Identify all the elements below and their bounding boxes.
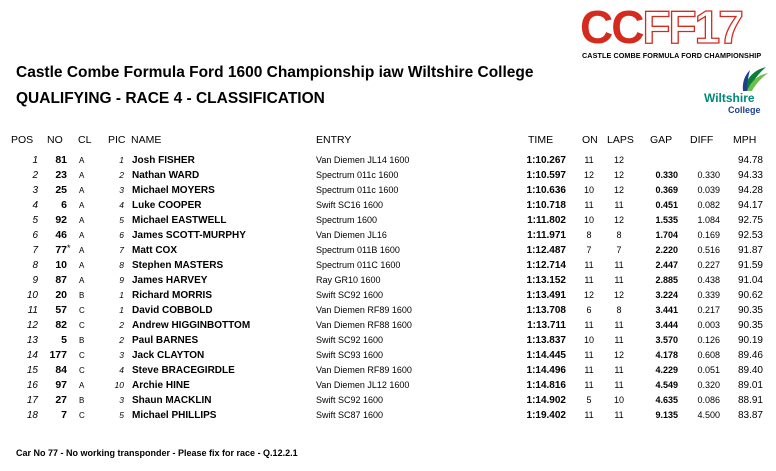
cell-mph: 92.75	[737, 215, 763, 226]
cell-pic: 6	[119, 230, 124, 240]
cell-time: 1:10.718	[526, 200, 566, 211]
cell-pic: 1	[119, 290, 124, 300]
cell-diff: 0.339	[697, 290, 720, 300]
cell-time: 1:12.487	[526, 245, 566, 256]
cell-pos: 12	[26, 320, 38, 331]
cell-laps: 11	[614, 320, 624, 330]
cell-laps: 12	[613, 155, 624, 165]
cell-pos: 6	[32, 230, 38, 241]
cell-driver-name: Michael PHILLIPS	[132, 410, 217, 421]
cell-driver-name: Luke COOPER	[132, 200, 202, 211]
cell-pic: 3	[119, 395, 124, 405]
cell-pos: 13	[26, 335, 38, 346]
cell-class: A	[79, 381, 85, 390]
cell-pic: 3	[119, 350, 124, 360]
cell-pic: 3	[119, 185, 124, 195]
cell-laps: 8	[616, 305, 622, 315]
header-name: NAME	[131, 134, 162, 146]
cell-class: C	[79, 306, 85, 315]
cell-driver-name: Archie HINE	[132, 380, 190, 391]
cell-driver-name: Michael EASTWELL	[132, 215, 227, 226]
cell-mph: 90.62	[737, 290, 763, 301]
cell-mph: 94.33	[737, 170, 763, 181]
cell-class: A	[79, 261, 85, 270]
cell-mph: 88.91	[737, 395, 763, 406]
cell-diff: 0.126	[697, 335, 720, 345]
cell-time: 1:14.816	[526, 380, 566, 391]
cell-laps: 12	[613, 350, 624, 360]
ccff-logo	[580, 1, 770, 64]
cell-pic: 5	[119, 410, 124, 420]
table-row	[0, 333, 776, 348]
header-gap: GAP	[650, 134, 673, 146]
cell-pos: 16	[26, 380, 38, 391]
table-row	[0, 363, 776, 378]
cell-on: 6	[586, 305, 592, 315]
cell-mph: 89.46	[737, 350, 763, 361]
cell-gap: 1.704	[655, 230, 678, 240]
cell-class: C	[79, 411, 85, 420]
cell-class: A	[79, 186, 85, 195]
cell-gap: 4.549	[655, 380, 678, 390]
cell-time: 1:13.837	[526, 335, 566, 346]
cell-mph: 89.01	[737, 380, 763, 391]
cell-gap: 2.220	[655, 245, 678, 255]
cell-time: 1:19.402	[526, 410, 566, 421]
cell-time: 1:14.902	[526, 395, 566, 406]
cell-diff: 1.084	[697, 215, 720, 225]
cell-pic: 4	[119, 365, 124, 375]
cell-class: A	[79, 246, 85, 255]
cell-laps: 10	[613, 395, 624, 405]
header-pos: POS	[11, 134, 34, 146]
cell-gap: 3.441	[655, 305, 678, 315]
cell-mph: 91.04	[737, 275, 763, 286]
cell-car-number: 97	[55, 379, 67, 391]
cell-mph: 90.35	[737, 305, 763, 316]
table-row	[0, 393, 776, 408]
college-name: College	[728, 105, 761, 115]
cell-driver-name: Steve BRACEGIRDLE	[132, 365, 235, 376]
cell-mph: 83.87	[737, 410, 763, 421]
cell-driver-name: Matt COX	[132, 245, 177, 256]
cell-on: 12	[583, 290, 594, 300]
table-row	[0, 243, 776, 258]
cell-laps: 11	[614, 380, 624, 390]
cell-diff: 0.608	[697, 350, 720, 360]
cell-gap: 0.451	[655, 200, 678, 210]
cell-car-number: 6	[61, 199, 67, 211]
header-time: TIME	[528, 134, 554, 146]
cell-driver-name: Andrew HIGGINBOTTOM	[132, 320, 251, 331]
cell-car-number: 27	[55, 394, 67, 406]
cell-diff: 0.516	[697, 245, 720, 255]
header-diff: DIFF	[690, 134, 714, 146]
cell-time: 1:13.708	[526, 305, 566, 316]
header-mph: MPH	[733, 134, 757, 146]
cell-on: 11	[584, 275, 594, 285]
cell-on: 7	[586, 245, 592, 255]
cell-pos: 3	[32, 185, 38, 196]
cell-entry: Spectrum 011c 1600	[316, 185, 399, 195]
cell-diff: 0.086	[697, 395, 720, 405]
cell-time: 1:10.267	[526, 155, 566, 166]
cell-on: 12	[583, 170, 594, 180]
cell-pos: 7	[32, 245, 38, 256]
cell-mph: 94.17	[737, 200, 763, 211]
cell-pic: 2	[119, 170, 124, 180]
cell-on: 10	[583, 185, 594, 195]
cell-class: C	[79, 321, 85, 330]
cell-class: A	[79, 231, 85, 240]
cell-pic: 2	[119, 335, 124, 345]
cell-car-number: 77	[55, 244, 67, 256]
cell-class: C	[79, 351, 85, 360]
cell-laps: 11	[614, 410, 624, 420]
cell-entry: Swift SC92 1600	[316, 335, 384, 345]
cell-entry: Swift SC92 1600	[316, 395, 384, 405]
ccff-logo-subtitle: CASTLE COMBE FORMULA FORD CHAMPIONSHIP	[582, 51, 762, 60]
cell-diff: 4.500	[697, 410, 720, 420]
cell-pos: 5	[32, 215, 38, 226]
cell-entry: Spectrum 011B 1600	[316, 245, 400, 255]
cell-car-number: 177	[49, 349, 67, 361]
cell-gap: 1.535	[655, 215, 678, 225]
cell-on: 10	[583, 215, 594, 225]
table-row	[0, 378, 776, 393]
cell-gap: 0.369	[655, 185, 678, 195]
cell-class: A	[79, 171, 85, 180]
header-no: NO	[47, 134, 63, 146]
cell-car-number: 23	[55, 169, 67, 181]
cell-gap: 2.447	[655, 260, 678, 270]
cell-driver-name: Nathan WARD	[132, 170, 200, 181]
cell-on: 11	[584, 320, 594, 330]
cell-on: 5	[586, 395, 592, 405]
cell-pic: 1	[119, 155, 124, 165]
cell-mph: 91.59	[737, 260, 763, 271]
cell-car-number: 84	[55, 364, 67, 376]
table-row	[0, 318, 776, 333]
cell-pos: 9	[32, 275, 38, 286]
cell-diff: 0.330	[697, 170, 720, 180]
table-row	[0, 198, 776, 213]
cell-entry: Van Diemen RF89 1600	[316, 365, 412, 375]
cell-pos: 10	[26, 290, 38, 301]
cell-laps: 11	[614, 275, 624, 285]
cell-entry: Van Diemen RF88 1600	[316, 320, 412, 330]
cell-pic: 10	[114, 380, 124, 390]
cell-laps: 7	[616, 245, 622, 255]
cell-laps: 12	[613, 185, 624, 195]
wiltshire-college-logo	[700, 66, 770, 118]
wiltshire-college-emblem-icon	[700, 66, 770, 94]
wiltshire-name: Wiltshire	[704, 91, 755, 105]
cell-car-number: 92	[55, 214, 67, 226]
table-row	[0, 168, 776, 183]
cell-entry: Spectrum 011C 1600	[316, 260, 401, 270]
cell-diff: 0.082	[697, 200, 720, 210]
cell-pos: 17	[26, 395, 38, 406]
cell-gap: 0.330	[655, 170, 678, 180]
cell-laps: 11	[614, 200, 624, 210]
cell-diff: 0.217	[697, 305, 720, 315]
cell-on: 11	[584, 200, 594, 210]
cell-driver-name: James HARVEY	[132, 275, 208, 286]
cell-time: 1:10.636	[526, 185, 566, 196]
cell-mph: 94.78	[737, 155, 763, 166]
cell-entry: Swift SC16 1600	[316, 200, 384, 210]
cell-entry: Swift SC93 1600	[316, 350, 384, 360]
header-laps: LAPS	[607, 134, 634, 146]
cell-on: 11	[584, 410, 594, 420]
cell-on: 11	[584, 380, 594, 390]
cell-entry: Swift SC87 1600	[316, 410, 384, 420]
cell-diff: 0.438	[697, 275, 720, 285]
cell-car-number: 7	[61, 409, 67, 421]
cell-entry: Spectrum 011c 1600	[316, 170, 399, 180]
cell-pic: 8	[119, 260, 124, 270]
cell-driver-name: Stephen MASTERS	[132, 260, 224, 271]
cell-class: A	[79, 156, 85, 165]
transponder-footnote: Car No 77 - No working transponder - Please fix for race - Q.12.2.1	[16, 448, 298, 458]
cell-time: 1:11.971	[527, 230, 566, 241]
table-row	[0, 348, 776, 363]
cell-time: 1:13.711	[527, 320, 566, 331]
cell-on: 10	[583, 335, 594, 345]
cell-entry: Van Diemen RF89 1600	[316, 305, 412, 315]
cell-gap: 2.885	[655, 275, 678, 285]
table-row	[0, 213, 776, 228]
cell-driver-name: David COBBOLD	[132, 305, 213, 316]
cell-laps: 11	[614, 365, 624, 375]
cell-driver-name: Josh FISHER	[132, 155, 195, 166]
cell-car-number: 20	[55, 289, 67, 301]
cell-car-number: 82	[55, 319, 67, 331]
cell-time: 1:13.152	[526, 275, 566, 286]
document-title: Castle Combe Formula Ford 1600 Championship iaw Wiltshire College	[16, 64, 534, 81]
cell-on: 11	[584, 155, 594, 165]
cell-entry: Ray GR10 1600	[316, 275, 381, 285]
table-row	[0, 183, 776, 198]
cell-laps: 11	[614, 335, 624, 345]
cell-laps: 8	[616, 230, 622, 240]
cell-car-number: 25	[55, 184, 67, 196]
cell-class: A	[79, 216, 85, 225]
table-header	[0, 133, 776, 148]
cell-diff: 0.039	[697, 185, 720, 195]
cell-car-number: 81	[55, 154, 67, 166]
cell-gap: 3.444	[655, 320, 678, 330]
table-row	[0, 288, 776, 303]
cell-time: 1:14.496	[526, 365, 566, 376]
cell-class: B	[79, 336, 85, 345]
cell-car-number: 87	[55, 274, 67, 286]
cell-entry: Van Diemen JL16	[316, 230, 387, 240]
cell-pic: 2	[119, 320, 124, 330]
cell-pos: 2	[32, 170, 38, 181]
cell-time: 1:11.802	[527, 215, 566, 226]
cell-diff: 0.169	[697, 230, 720, 240]
cell-mph: 90.19	[737, 335, 763, 346]
cell-car-number: 10	[55, 259, 67, 271]
cell-mph: 90.35	[737, 320, 763, 331]
cell-pic: 1	[119, 305, 124, 315]
cell-time: 1:14.445	[526, 350, 566, 361]
cell-driver-name: Michael MOYERS	[132, 185, 215, 196]
cell-pic: 7	[119, 245, 124, 255]
cell-pos: 4	[32, 200, 38, 211]
document-subtitle: QUALIFYING - RACE 4 - CLASSIFICATION	[16, 90, 325, 107]
cell-entry: Spectrum 1600	[316, 215, 378, 225]
cell-pos: 14	[26, 350, 38, 361]
cell-class: B	[79, 291, 85, 300]
transponder-note-asterisk: *	[67, 243, 71, 253]
cell-entry: Van Diemen JL14 1600	[316, 155, 410, 165]
cell-time: 1:10.597	[526, 170, 566, 181]
table-row	[0, 408, 776, 423]
table-row	[0, 258, 776, 273]
table-row	[0, 228, 776, 243]
cell-class: B	[79, 396, 85, 405]
cell-car-number: 5	[61, 334, 67, 346]
cell-diff: 0.320	[697, 380, 720, 390]
cell-mph: 94.28	[737, 185, 763, 196]
cell-diff: 0.051	[697, 365, 720, 375]
cell-gap: 3.570	[655, 335, 678, 345]
cell-diff: 0.227	[697, 260, 720, 270]
cell-pic: 4	[119, 200, 124, 210]
table-row	[0, 273, 776, 288]
cell-laps: 12	[613, 170, 624, 180]
cell-time: 1:13.491	[526, 290, 566, 301]
cell-mph: 91.87	[737, 245, 763, 256]
cell-pic: 9	[119, 275, 124, 285]
cell-pos: 8	[32, 260, 38, 271]
cell-diff: 0.003	[697, 320, 720, 330]
cell-laps: 12	[613, 290, 624, 300]
cell-gap: 4.229	[655, 365, 678, 375]
cell-time: 1:12.714	[526, 260, 566, 271]
cell-pic: 5	[119, 215, 124, 225]
cell-gap: 4.635	[655, 395, 678, 405]
header-on: ON	[582, 134, 598, 146]
header-entry: ENTRY	[316, 134, 352, 146]
cell-entry: Van Diemen JL12 1600	[316, 380, 410, 390]
cell-gap: 3.224	[655, 290, 678, 300]
table-row	[0, 303, 776, 318]
cell-class: A	[79, 201, 85, 210]
cell-driver-name: Richard MORRIS	[132, 290, 213, 301]
cell-class: A	[79, 276, 85, 285]
table-row	[0, 153, 776, 168]
header-cl: CL	[78, 134, 92, 146]
cell-laps: 11	[614, 260, 624, 270]
cell-pos: 1	[32, 155, 38, 166]
cell-class: C	[79, 366, 85, 375]
cell-car-number: 57	[55, 304, 67, 316]
header-pic: PIC	[108, 134, 126, 146]
cell-pos: 18	[26, 410, 38, 421]
cell-driver-name: Shaun MACKLIN	[132, 395, 212, 406]
cell-driver-name: Jack CLAYTON	[132, 350, 205, 361]
cell-pos: 15	[26, 365, 38, 376]
cell-driver-name: James SCOTT-MURPHY	[132, 230, 246, 241]
cell-on: 8	[586, 230, 592, 240]
cell-car-number: 46	[55, 229, 67, 241]
cell-pos: 11	[27, 305, 38, 316]
cell-driver-name: Paul BARNES	[132, 335, 199, 346]
ccff-logo-letters: CCFF17	[580, 1, 742, 53]
cell-mph: 89.40	[737, 365, 763, 376]
cell-laps: 12	[613, 215, 624, 225]
cell-gap: 9.135	[655, 410, 678, 420]
cell-entry: Swift SC92 1600	[316, 290, 384, 300]
cell-on: 11	[584, 260, 594, 270]
cell-gap: 4.178	[655, 350, 678, 360]
cell-mph: 92.53	[737, 230, 763, 241]
cell-on: 11	[584, 365, 594, 375]
cell-on: 11	[584, 350, 594, 360]
